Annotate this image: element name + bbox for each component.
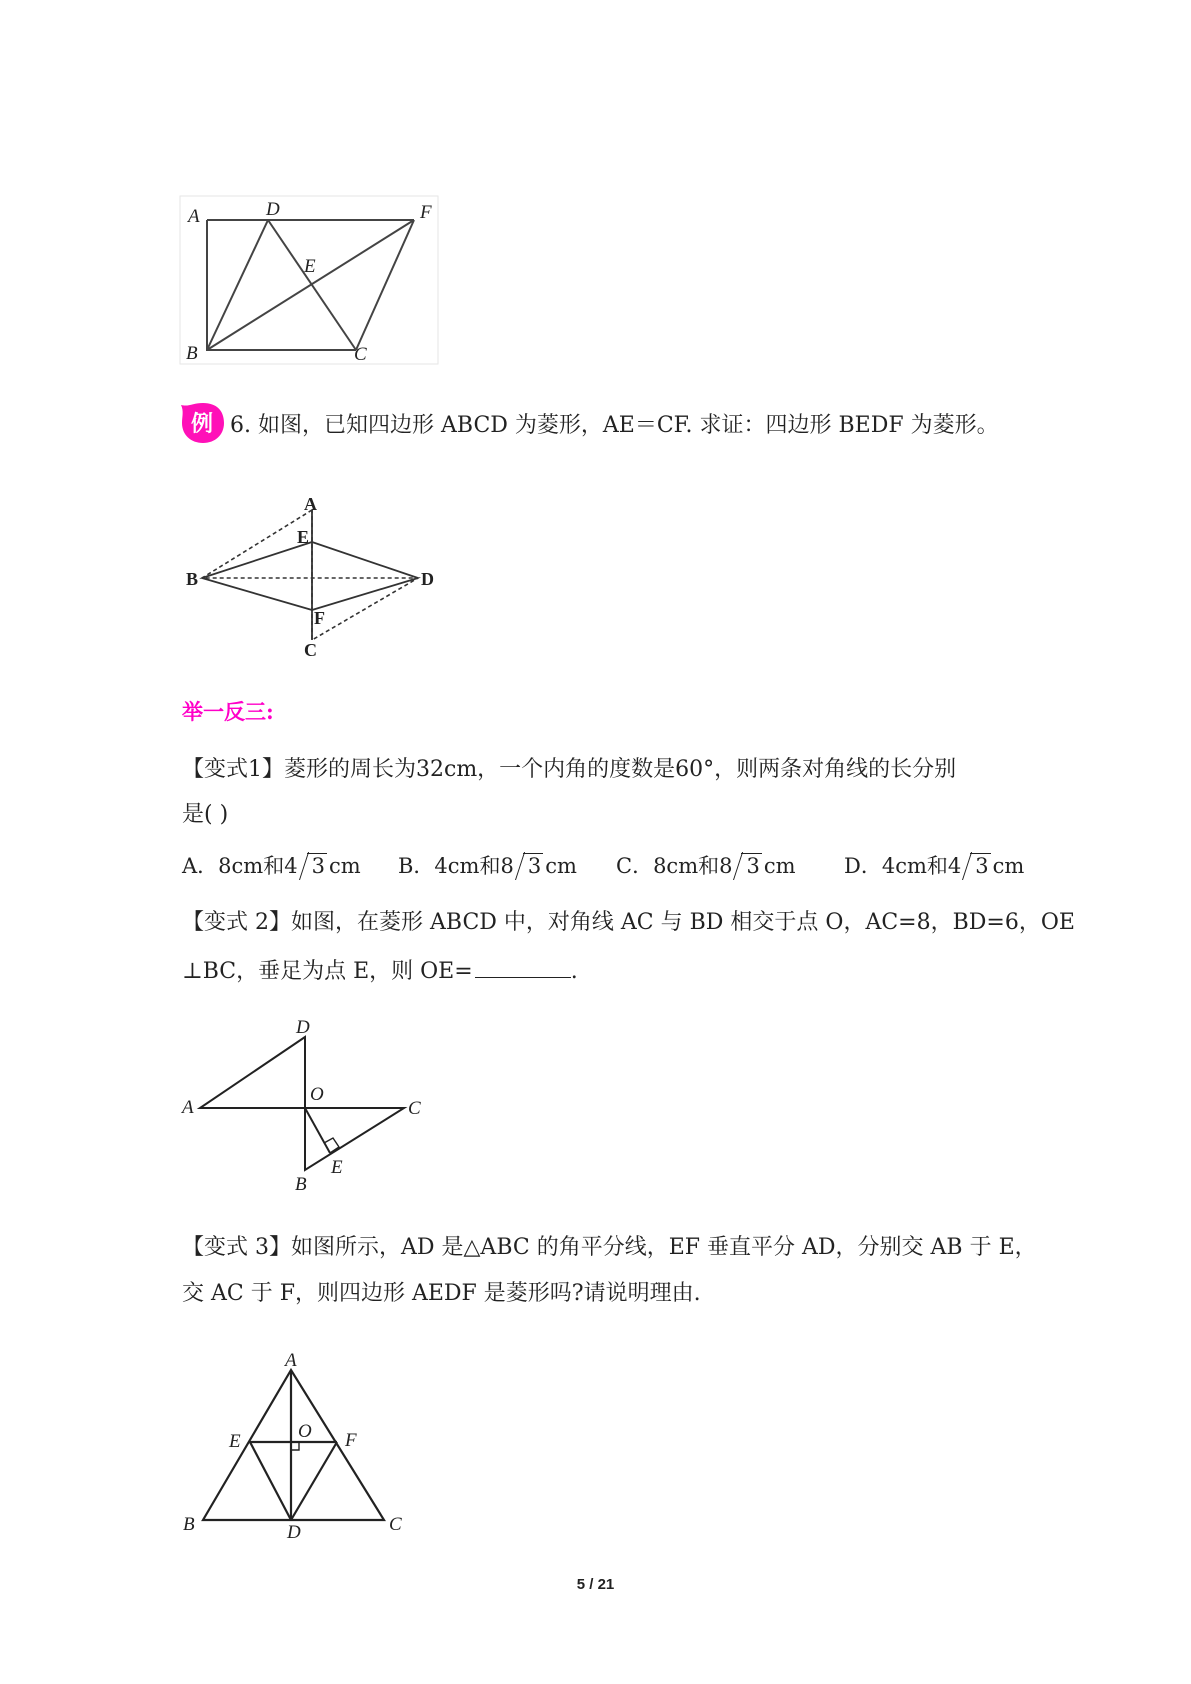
variant-3-line-1: 【变式 3】如图所示，AD 是△ABC 的角平分线，EF 垂直平分 AD，分别交 AB 于 E， — [182, 1235, 1037, 1260]
label-B: B — [183, 1514, 195, 1535]
label-B: B — [186, 343, 198, 364]
label-F: F — [345, 1430, 357, 1451]
variant-1-line-2: 是( ) — [182, 802, 229, 827]
label-C: C — [389, 1514, 402, 1535]
label-O: O — [298, 1421, 312, 1442]
figure-rhombus-bedf — [180, 485, 450, 660]
label-D: D — [421, 569, 434, 589]
label-E: E — [331, 1157, 343, 1178]
label-B: B — [295, 1174, 307, 1195]
label-A: A — [285, 1350, 297, 1371]
label-F: F — [314, 608, 325, 628]
page-number: 5 / 21 — [576, 1576, 615, 1593]
example-6-text: 6. 如图，已知四边形 ABCD 为菱形，AE＝CF. 求证：四边形 BEDF 为菱形。 — [230, 413, 999, 438]
sqrt-icon: 3 — [299, 851, 325, 881]
figure-triangle-aedf — [180, 1345, 410, 1543]
label-D: D — [287, 1522, 301, 1543]
label-E: E — [229, 1431, 241, 1452]
label-C: C — [304, 640, 317, 660]
answer-blank[interactable] — [475, 955, 571, 978]
figure-rhombus-oe — [180, 1015, 430, 1195]
label-E: E — [297, 527, 310, 547]
label-E: E — [304, 256, 316, 277]
label-O: O — [310, 1084, 324, 1105]
example-badge-label: 例 — [190, 412, 214, 437]
label-A: A — [188, 206, 200, 227]
label-A: A — [304, 494, 317, 514]
figure-rectangle-parallelogram — [180, 195, 440, 365]
example-badge-icon — [181, 401, 225, 445]
label-C: C — [408, 1098, 421, 1119]
sqrt-icon: 3 — [733, 851, 759, 881]
label-A: A — [182, 1097, 194, 1118]
option-d[interactable]: D．4cm和4 3 cm — [844, 851, 1024, 881]
label-D: D — [296, 1017, 310, 1038]
sqrt-icon: 3 — [515, 851, 541, 881]
option-a[interactable]: A．8cm和4 3 cm — [182, 851, 361, 881]
label-F: F — [420, 202, 432, 223]
label-D: D — [266, 199, 280, 220]
sqrt-icon: 3 — [962, 851, 988, 881]
option-c[interactable]: C．8cm和8 3 cm — [616, 851, 796, 881]
practice-heading: 举一反三: — [182, 699, 274, 724]
variant-2-line-1: 【变式 2】如图，在菱形 ABCD 中，对角线 AC 与 BD 相交于点 O，AC=8，BD=6，OE — [182, 910, 1075, 935]
label-B: B — [186, 569, 199, 589]
variant-3-line-2: 交 AC 于 F，则四边形 AEDF 是菱形吗?请说明理由. — [182, 1281, 701, 1306]
label-C: C — [354, 344, 367, 365]
option-b[interactable]: B．4cm和8 3 cm — [398, 851, 577, 881]
variant-2-line-2: ⊥BC，垂足为点 E，则 OE= . — [182, 955, 578, 987]
variant-1-line-1: 【变式1】菱形的周长为32cm，一个内角的度数是60°，则两条对角线的长分别 — [182, 757, 957, 782]
